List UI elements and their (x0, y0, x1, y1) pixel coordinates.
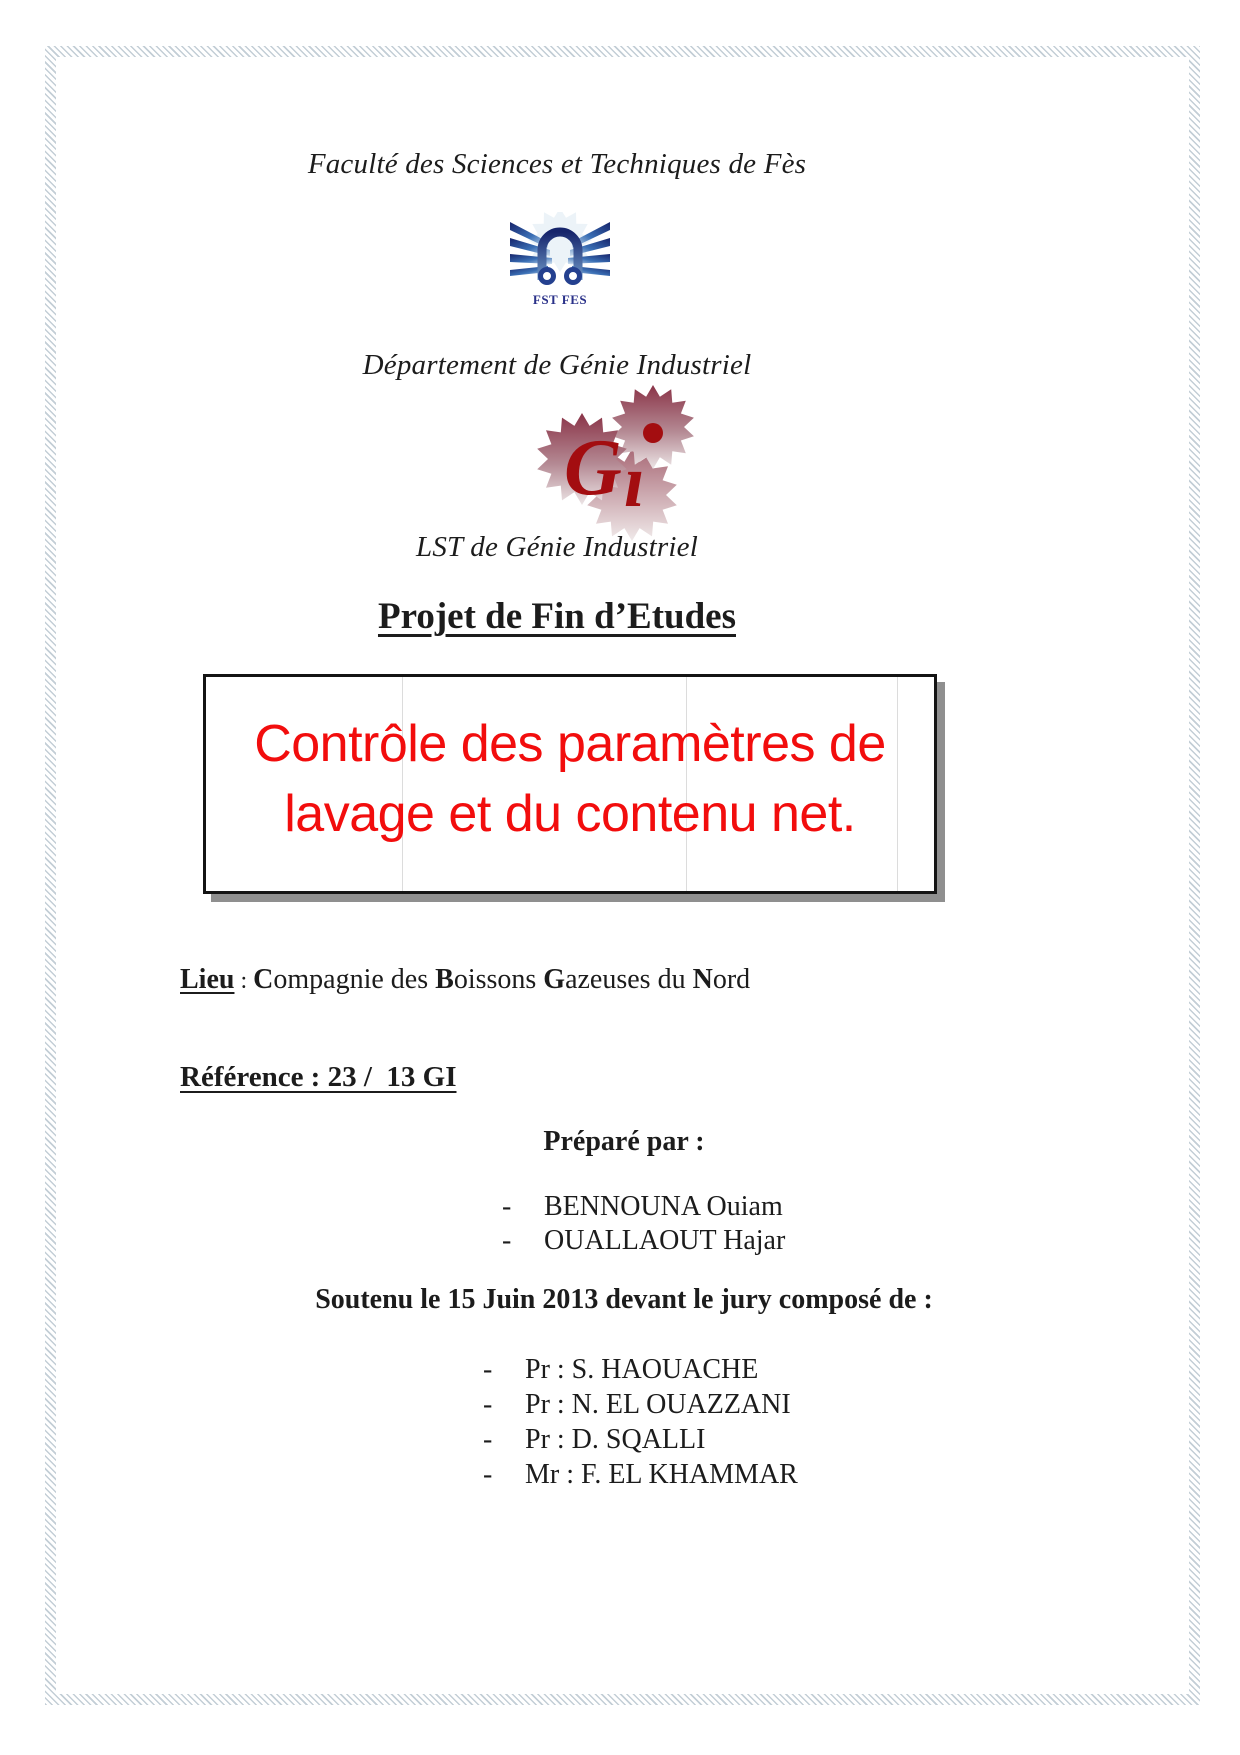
jury-member: Pr : N. EL OUAZZANI (525, 1389, 791, 1420)
fst-logo-caption: FST FES (532, 292, 588, 307)
location-label: Lieu (180, 964, 235, 995)
dash-bullet: - (502, 1191, 512, 1222)
list-item (483, 1352, 798, 1387)
project-title-box (203, 674, 937, 894)
reference-line: Référence : 23 / 13 GI (180, 1061, 457, 1093)
dash-bullet: - (483, 1354, 493, 1385)
project-title-line2: lavage et du contenu net. (284, 785, 856, 843)
gi-logo (540, 390, 710, 523)
list-item (502, 1224, 785, 1258)
dash-bullet: - (483, 1389, 493, 1420)
prepared-by-heading: Préparé par : (543, 1126, 705, 1157)
gi-letter-g: G (564, 424, 622, 512)
list-item (483, 1422, 798, 1457)
location-value: Compagnie des Boissons Gazeuses du Nord (253, 964, 751, 995)
student-name: OUALLAOUT Hajar (544, 1225, 786, 1256)
fst-fes-logo (508, 212, 612, 312)
list-item (483, 1457, 798, 1492)
location-colon: : (234, 968, 254, 994)
prepared-names-list (502, 1190, 785, 1258)
dash-bullet: - (483, 1424, 493, 1455)
department-title: Département de Génie Industriel (362, 349, 752, 381)
jury-list (483, 1352, 798, 1492)
jury-member: Pr : S. HAOUACHE (525, 1354, 759, 1385)
list-item (483, 1387, 798, 1422)
jury-member: Mr : F. EL KHAMMAR (525, 1459, 798, 1490)
report-type-heading: Projet de Fin d’Etudes (377, 596, 736, 637)
student-name: BENNOUNA Ouiam (544, 1191, 783, 1222)
jury-member: Pr : D. SQALLI (525, 1424, 706, 1455)
defense-heading: Soutenu le 15 Juin 2013 devant le jury composé de : (315, 1284, 933, 1315)
location-line (180, 964, 750, 996)
program-title: LST de Génie Industriel (416, 531, 698, 563)
dash-bullet: - (483, 1459, 493, 1490)
project-title-line1: Contrôle des paramètres de (254, 715, 886, 773)
gi-i-dot (643, 423, 663, 443)
list-item (502, 1190, 785, 1224)
gi-letter-i: ı (624, 441, 645, 523)
dash-bullet: - (502, 1225, 512, 1256)
faculty-title: Faculté des Sciences et Techniques de Fès (307, 148, 807, 180)
